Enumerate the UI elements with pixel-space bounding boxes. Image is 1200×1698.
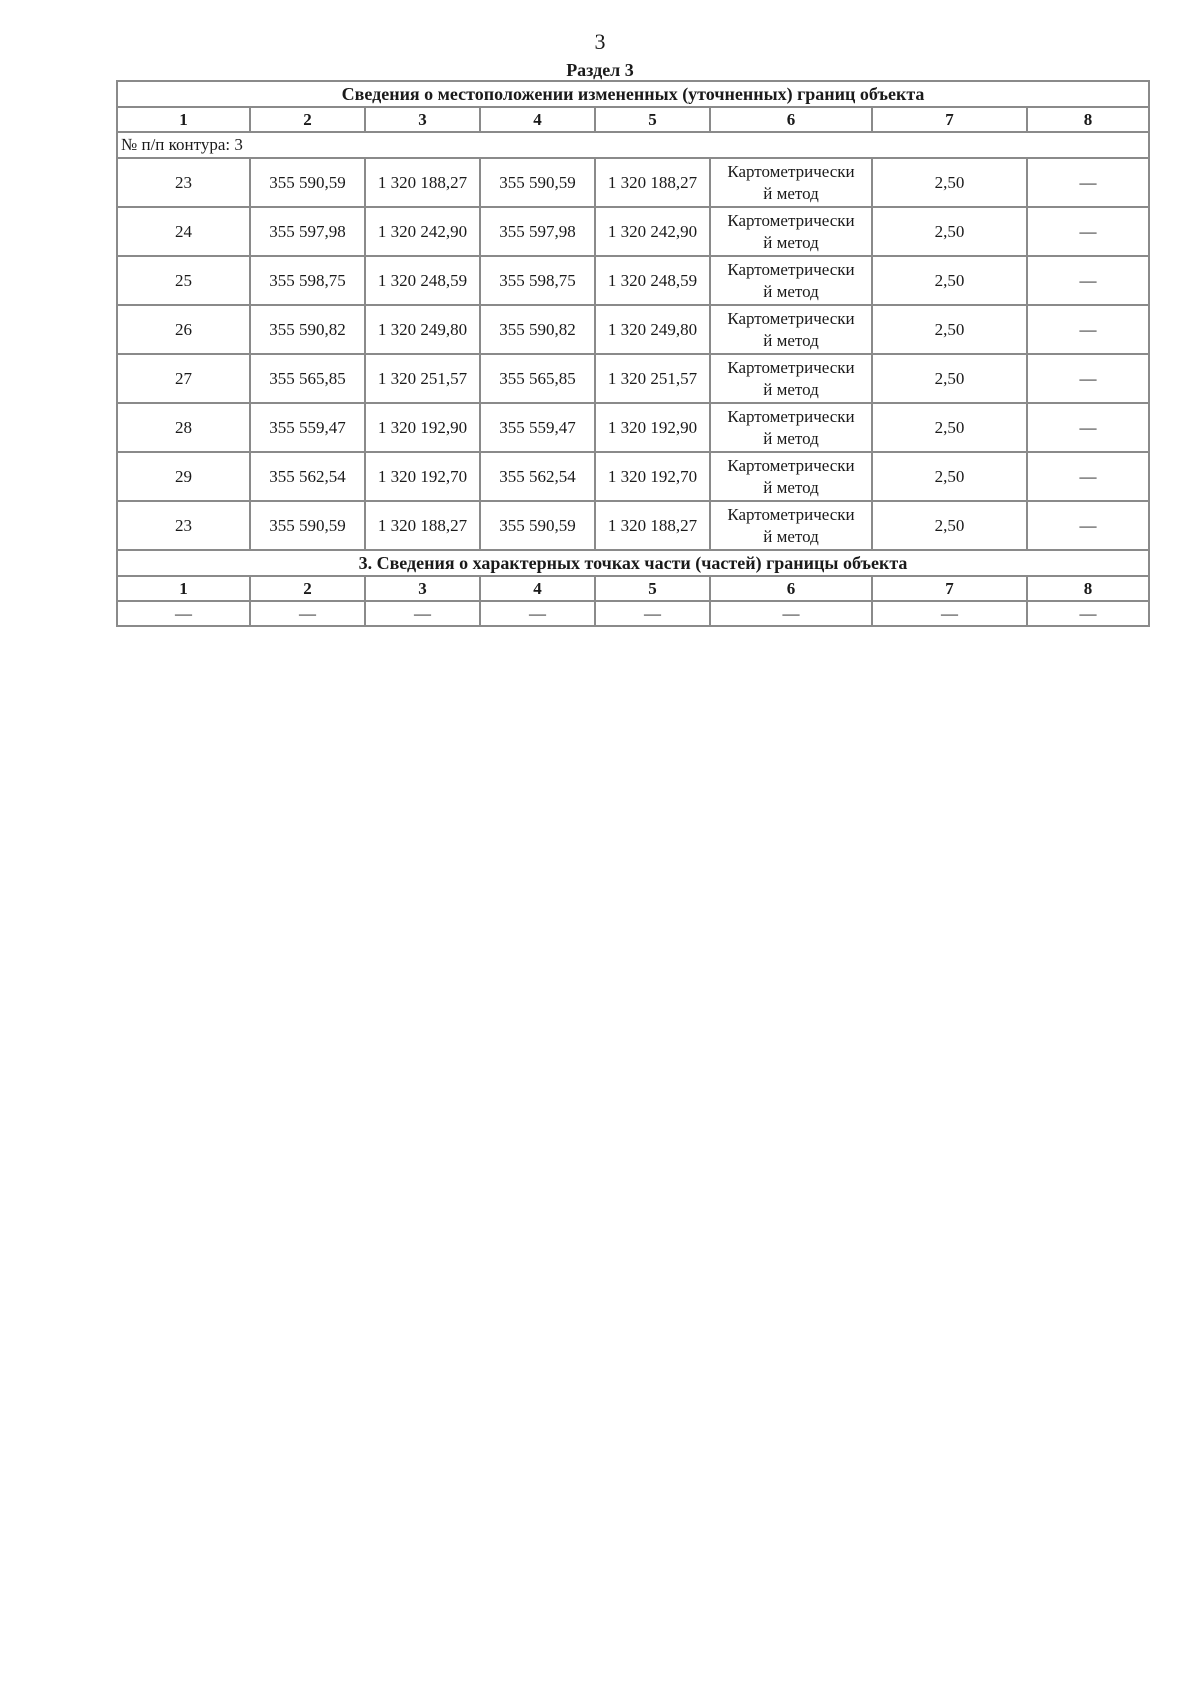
column-number: 6 bbox=[710, 576, 872, 601]
coord-y-refined: 1 320 249,80 bbox=[595, 305, 710, 354]
empty-cell: — bbox=[365, 601, 480, 626]
accuracy: 2,50 bbox=[872, 354, 1027, 403]
point-number: 29 bbox=[117, 452, 250, 501]
coord-x-existing: 355 598,75 bbox=[250, 256, 365, 305]
coord-y-existing: 1 320 192,70 bbox=[365, 452, 480, 501]
empty-cell: — bbox=[1027, 601, 1149, 626]
column-number: 3 bbox=[365, 576, 480, 601]
coord-y-existing: 1 320 251,57 bbox=[365, 354, 480, 403]
empty-cell: — bbox=[250, 601, 365, 626]
table1-column-numbers-row bbox=[117, 107, 1149, 132]
table-row bbox=[117, 158, 1149, 207]
table2-empty-row bbox=[117, 601, 1149, 626]
coord-x-refined: 355 559,47 bbox=[480, 403, 595, 452]
method-line-1: Картометрически bbox=[727, 504, 855, 524]
empty-cell: — bbox=[872, 601, 1027, 626]
coord-y-refined: 1 320 192,90 bbox=[595, 403, 710, 452]
coord-y-refined: 1 320 242,90 bbox=[595, 207, 710, 256]
coord-x-existing: 355 597,98 bbox=[250, 207, 365, 256]
column-number: 1 bbox=[117, 576, 250, 601]
coord-y-refined: 1 320 251,57 bbox=[595, 354, 710, 403]
coord-y-refined: 1 320 248,59 bbox=[595, 256, 710, 305]
method-line-2: й метод bbox=[763, 330, 819, 350]
method-line-2: й метод bbox=[763, 379, 819, 399]
column-number: 3 bbox=[365, 107, 480, 132]
empty-cell: — bbox=[480, 601, 595, 626]
coord-x-existing: 355 565,85 bbox=[250, 354, 365, 403]
method-line-1: Картометрически bbox=[727, 357, 855, 377]
method-line-1: Картометрически bbox=[727, 455, 855, 475]
coord-x-existing: 355 590,82 bbox=[250, 305, 365, 354]
coord-x-refined: 355 590,59 bbox=[480, 501, 595, 550]
description: — bbox=[1027, 354, 1149, 403]
table2-title-row bbox=[117, 550, 1149, 576]
method-cell bbox=[710, 452, 872, 501]
accuracy: 2,50 bbox=[872, 452, 1027, 501]
empty-cell: — bbox=[117, 601, 250, 626]
method-line-1: Картометрически bbox=[727, 308, 855, 328]
coord-y-refined: 1 320 192,70 bbox=[595, 452, 710, 501]
description: — bbox=[1027, 207, 1149, 256]
description: — bbox=[1027, 305, 1149, 354]
coord-x-refined: 355 562,54 bbox=[480, 452, 595, 501]
point-number: 25 bbox=[117, 256, 250, 305]
section-title: Раздел 3 bbox=[566, 60, 634, 80]
coord-y-refined: 1 320 188,27 bbox=[595, 501, 710, 550]
description: — bbox=[1027, 501, 1149, 550]
empty-cell: — bbox=[710, 601, 872, 626]
method-line-1: Картометрически bbox=[727, 406, 855, 426]
point-number: 24 bbox=[117, 207, 250, 256]
method-cell bbox=[710, 354, 872, 403]
method-line-1: Картометрически bbox=[727, 259, 855, 279]
coord-y-refined: 1 320 188,27 bbox=[595, 158, 710, 207]
column-number: 4 bbox=[480, 107, 595, 132]
column-number: 4 bbox=[480, 576, 595, 601]
table1-title: Сведения о местоположении измененных (уточненных) границ объекта bbox=[117, 81, 1149, 107]
method-line-2: й метод bbox=[763, 232, 819, 252]
description: — bbox=[1027, 452, 1149, 501]
description: — bbox=[1027, 403, 1149, 452]
coord-y-existing: 1 320 192,90 bbox=[365, 403, 480, 452]
coord-y-existing: 1 320 249,80 bbox=[365, 305, 480, 354]
point-number: 28 bbox=[117, 403, 250, 452]
table-row bbox=[117, 305, 1149, 354]
method-cell bbox=[710, 403, 872, 452]
method-line-2: й метод bbox=[763, 183, 819, 203]
coord-x-refined: 355 590,82 bbox=[480, 305, 595, 354]
accuracy: 2,50 bbox=[872, 403, 1027, 452]
boundary-table bbox=[116, 80, 1150, 627]
coord-x-refined: 355 598,75 bbox=[480, 256, 595, 305]
method-line-2: й метод bbox=[763, 428, 819, 448]
method-line-2: й метод bbox=[763, 526, 819, 546]
table-row bbox=[117, 403, 1149, 452]
method-line-2: й метод bbox=[763, 281, 819, 301]
method-cell bbox=[710, 305, 872, 354]
table2-column-numbers-row bbox=[117, 576, 1149, 601]
coord-x-refined: 355 597,98 bbox=[480, 207, 595, 256]
coord-y-existing: 1 320 188,27 bbox=[365, 158, 480, 207]
coord-x-existing: 355 590,59 bbox=[250, 158, 365, 207]
coord-y-existing: 1 320 248,59 bbox=[365, 256, 480, 305]
accuracy: 2,50 bbox=[872, 207, 1027, 256]
table1-title-row bbox=[117, 81, 1149, 107]
point-number: 27 bbox=[117, 354, 250, 403]
coord-x-refined: 355 590,59 bbox=[480, 158, 595, 207]
coord-x-existing: 355 590,59 bbox=[250, 501, 365, 550]
accuracy: 2,50 bbox=[872, 158, 1027, 207]
column-number: 8 bbox=[1027, 107, 1149, 132]
table-row bbox=[117, 256, 1149, 305]
method-cell bbox=[710, 501, 872, 550]
table-row bbox=[117, 501, 1149, 550]
column-number: 2 bbox=[250, 576, 365, 601]
table-row bbox=[117, 207, 1149, 256]
column-number: 1 bbox=[117, 107, 250, 132]
column-number: 7 bbox=[872, 576, 1027, 601]
column-number: 2 bbox=[250, 107, 365, 132]
coord-y-existing: 1 320 242,90 bbox=[365, 207, 480, 256]
table-row bbox=[117, 354, 1149, 403]
coord-x-refined: 355 565,85 bbox=[480, 354, 595, 403]
column-number: 6 bbox=[710, 107, 872, 132]
description: — bbox=[1027, 158, 1149, 207]
method-cell bbox=[710, 256, 872, 305]
column-number: 8 bbox=[1027, 576, 1149, 601]
contour-row bbox=[117, 132, 1149, 158]
accuracy: 2,50 bbox=[872, 256, 1027, 305]
method-line-1: Картометрически bbox=[727, 161, 855, 181]
method-line-1: Картометрически bbox=[727, 210, 855, 230]
accuracy: 2,50 bbox=[872, 501, 1027, 550]
method-cell bbox=[710, 207, 872, 256]
column-number: 7 bbox=[872, 107, 1027, 132]
column-number: 5 bbox=[595, 107, 710, 132]
empty-cell: — bbox=[595, 601, 710, 626]
method-cell bbox=[710, 158, 872, 207]
point-number: 23 bbox=[117, 501, 250, 550]
page-number: 3 bbox=[594, 29, 606, 54]
description: — bbox=[1027, 256, 1149, 305]
method-line-2: й метод bbox=[763, 477, 819, 497]
column-number: 5 bbox=[595, 576, 710, 601]
coord-x-existing: 355 562,54 bbox=[250, 452, 365, 501]
table-row bbox=[117, 452, 1149, 501]
accuracy: 2,50 bbox=[872, 305, 1027, 354]
table2-title: 3. Сведения о характерных точках части (частей) границы объекта bbox=[117, 550, 1149, 576]
point-number: 23 bbox=[117, 158, 250, 207]
point-number: 26 bbox=[117, 305, 250, 354]
contour-label: № п/п контура: 3 bbox=[117, 132, 1149, 158]
coord-y-existing: 1 320 188,27 bbox=[365, 501, 480, 550]
coord-x-existing: 355 559,47 bbox=[250, 403, 365, 452]
